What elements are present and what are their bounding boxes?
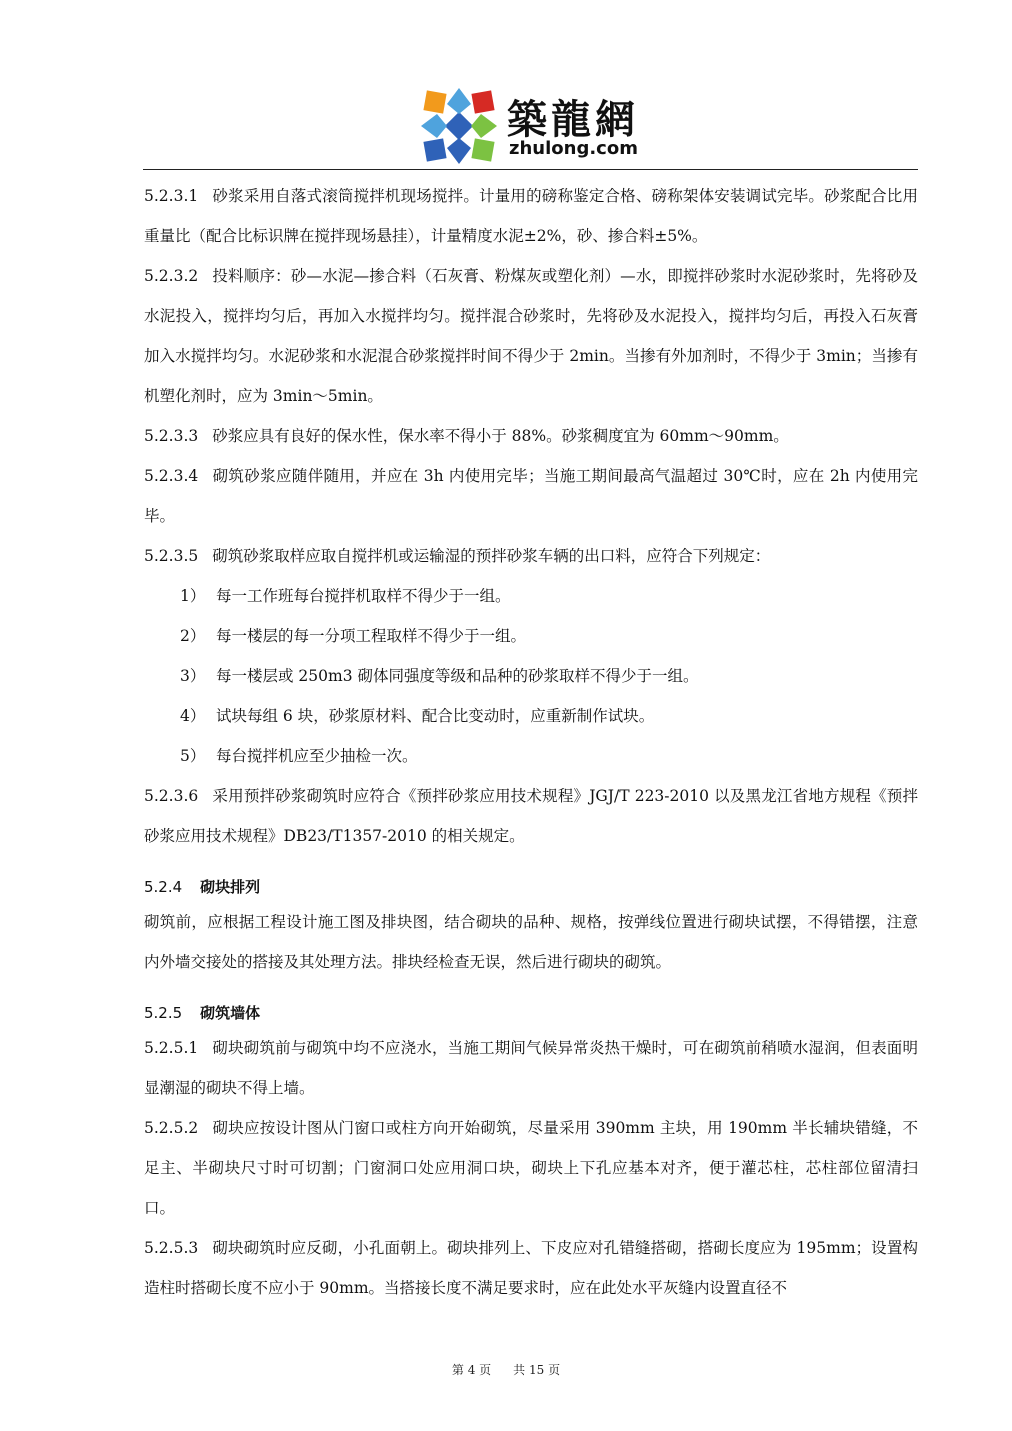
list-index: 5） — [180, 747, 206, 765]
list-item — [144, 616, 918, 656]
list-item — [144, 736, 918, 776]
list-index: 1） — [180, 587, 206, 605]
clause-number: 5.2.5.1 — [144, 1039, 199, 1057]
clause-text: 砌筑砂浆应随伴随用，并应在 3h 内使用完毕；当施工期间最高气温超过 30℃时，应在 2h 内使用完毕。 — [144, 467, 918, 525]
list-text: 试块每组 6 块，砂浆原材料、配合比变动时，应重新制作试块。 — [216, 707, 655, 725]
list-item — [144, 576, 918, 616]
clause-number: 5.2.3.5 — [144, 547, 199, 565]
clause-number: 5.2.3.1 — [144, 187, 199, 205]
clause-5-2-3-1 — [144, 176, 918, 256]
document-body — [144, 176, 918, 1308]
page-footer — [0, 1361, 1012, 1378]
clause-5-2-3-4 — [144, 456, 918, 536]
clause-text: 砂浆应具有良好的保水性，保水率不得小于 88%。砂浆稠度宜为 60mm～90mm。 — [212, 427, 789, 445]
clause-5-2-3-2 — [144, 256, 918, 416]
clause-text: 砂浆采用自落式滚筒搅拌机现场搅拌。计量用的磅称鉴定合格、磅称架体安装调试完毕。砂浆配合比用重量比（配合比标识牌在搅拌现场悬挂），计量精度水泥±2%，砂、掺合料±5%。 — [144, 187, 918, 245]
clause-text: 投料顺序：砂—水泥—掺合料（石灰膏、粉煤灰或塑化剂）—水，即搅拌砂浆时水泥砂浆时，先将砂及水泥投入，搅拌均匀后，再加入水搅拌均匀。搅拌混合砂浆时，先将砂及水泥投入，搅拌均匀后，再投入石灰膏加入水搅拌均匀。水泥砂浆和水泥混合砂浆搅拌时间不得少于 2min。当掺有外加剂时，不得少于 3min；当掺有机塑化剂时，应为 3min～5min。 — [144, 267, 918, 405]
list-text: 每一工作班每台搅拌机取样不得少于一组。 — [216, 587, 511, 605]
section-number: 5.2.4 — [144, 878, 183, 896]
list-item — [144, 696, 918, 736]
clause-number: 5.2.5.3 — [144, 1239, 199, 1257]
section-heading-5-2-5 — [144, 998, 918, 1028]
clause-text: 砌块砌筑前与砌筑中均不应浇水，当施工期间气候异常炎热干燥时，可在砌筑前稍喷水湿润，但表面明显潮湿的砌块不得上墙。 — [144, 1039, 918, 1097]
list-index: 4） — [180, 707, 206, 725]
clause-5-2-3-3 — [144, 416, 918, 456]
section-title: 砌块排列 — [200, 878, 261, 896]
clause-5-2-3-5 — [144, 536, 918, 576]
logo-chinese-text: 築龍網 — [507, 97, 639, 143]
clause-5-2-3-6 — [144, 776, 918, 856]
logo-english-text: zhulong.com — [509, 138, 638, 159]
clause-5-2-5-2 — [144, 1108, 918, 1228]
clause-number: 5.2.3.4 — [144, 467, 199, 485]
list-text: 每台搅拌机应至少抽检一次。 — [216, 747, 418, 765]
clause-text: 砌筑砂浆取样应取自搅拌机或运输湿的预拌砂浆车辆的出口料，应符合下列规定： — [212, 547, 771, 565]
page-number: 第 4 页 — [451, 1363, 492, 1377]
list-item — [144, 656, 918, 696]
section-heading-5-2-4 — [144, 872, 918, 902]
section-5-2-4-text: 砌筑前，应根据工程设计施工图及排块图，结合砌块的品种、规格，按弹线位置进行砌块试摆，不得错摆，注意内外墙交接处的搭接及其处理方法。排块经检查无误，然后进行砌块的砌筑。 — [144, 913, 918, 971]
clause-text: 采用预拌砂浆砌筑时应符合《预拌砂浆应用技术规程》JGJ/T 223-2010 以及黑龙江省地方规程《预拌砂浆应用技术规程》DB23/T1357-2010 的相关规定。 — [144, 787, 918, 845]
clause-number: 5.2.5.2 — [144, 1119, 199, 1137]
section-title: 砌筑墙体 — [200, 1004, 261, 1022]
clause-text: 砌块应按设计图从门窗口或柱方向开始砌筑，尽量采用 390mm 主块，用 190mm 半长辅块错缝，不足主、半砌块尺寸时可切割；门窗洞口处应用洞口块，砌块上下孔应基本对齐，便于灌芯柱，芯柱部位留清扫口。 — [144, 1119, 918, 1217]
clause-text: 砌块砌筑时应反砌，小孔面朝上。砌块排列上、下皮应对孔错缝搭砌，搭砌长度应为 195mm；设置构造柱时搭砌长度不应小于 90mm。当搭接长度不满足要求时，应在此处水平灰缝内设置直径不 — [144, 1239, 918, 1297]
clause-number: 5.2.3.3 — [144, 427, 199, 445]
clause-5-2-5-1 — [144, 1028, 918, 1108]
zhulong-logo — [417, 84, 645, 168]
clause-number: 5.2.3.6 — [144, 787, 199, 805]
list-index: 2） — [180, 627, 206, 645]
page-total: 共 15 页 — [513, 1363, 561, 1377]
zhulong-logo-icon — [417, 84, 501, 168]
list-text: 每一楼层的每一分项工程取样不得少于一组。 — [216, 627, 527, 645]
header-divider — [143, 169, 918, 170]
clause-number: 5.2.3.2 — [144, 267, 199, 285]
section-number: 5.2.5 — [144, 1004, 183, 1022]
list-text: 每一楼层或 250m3 砌体同强度等级和品种的砂浆取样不得少于一组。 — [216, 667, 699, 685]
clause-5-2-5-3 — [144, 1228, 918, 1308]
list-index: 3） — [180, 667, 206, 685]
